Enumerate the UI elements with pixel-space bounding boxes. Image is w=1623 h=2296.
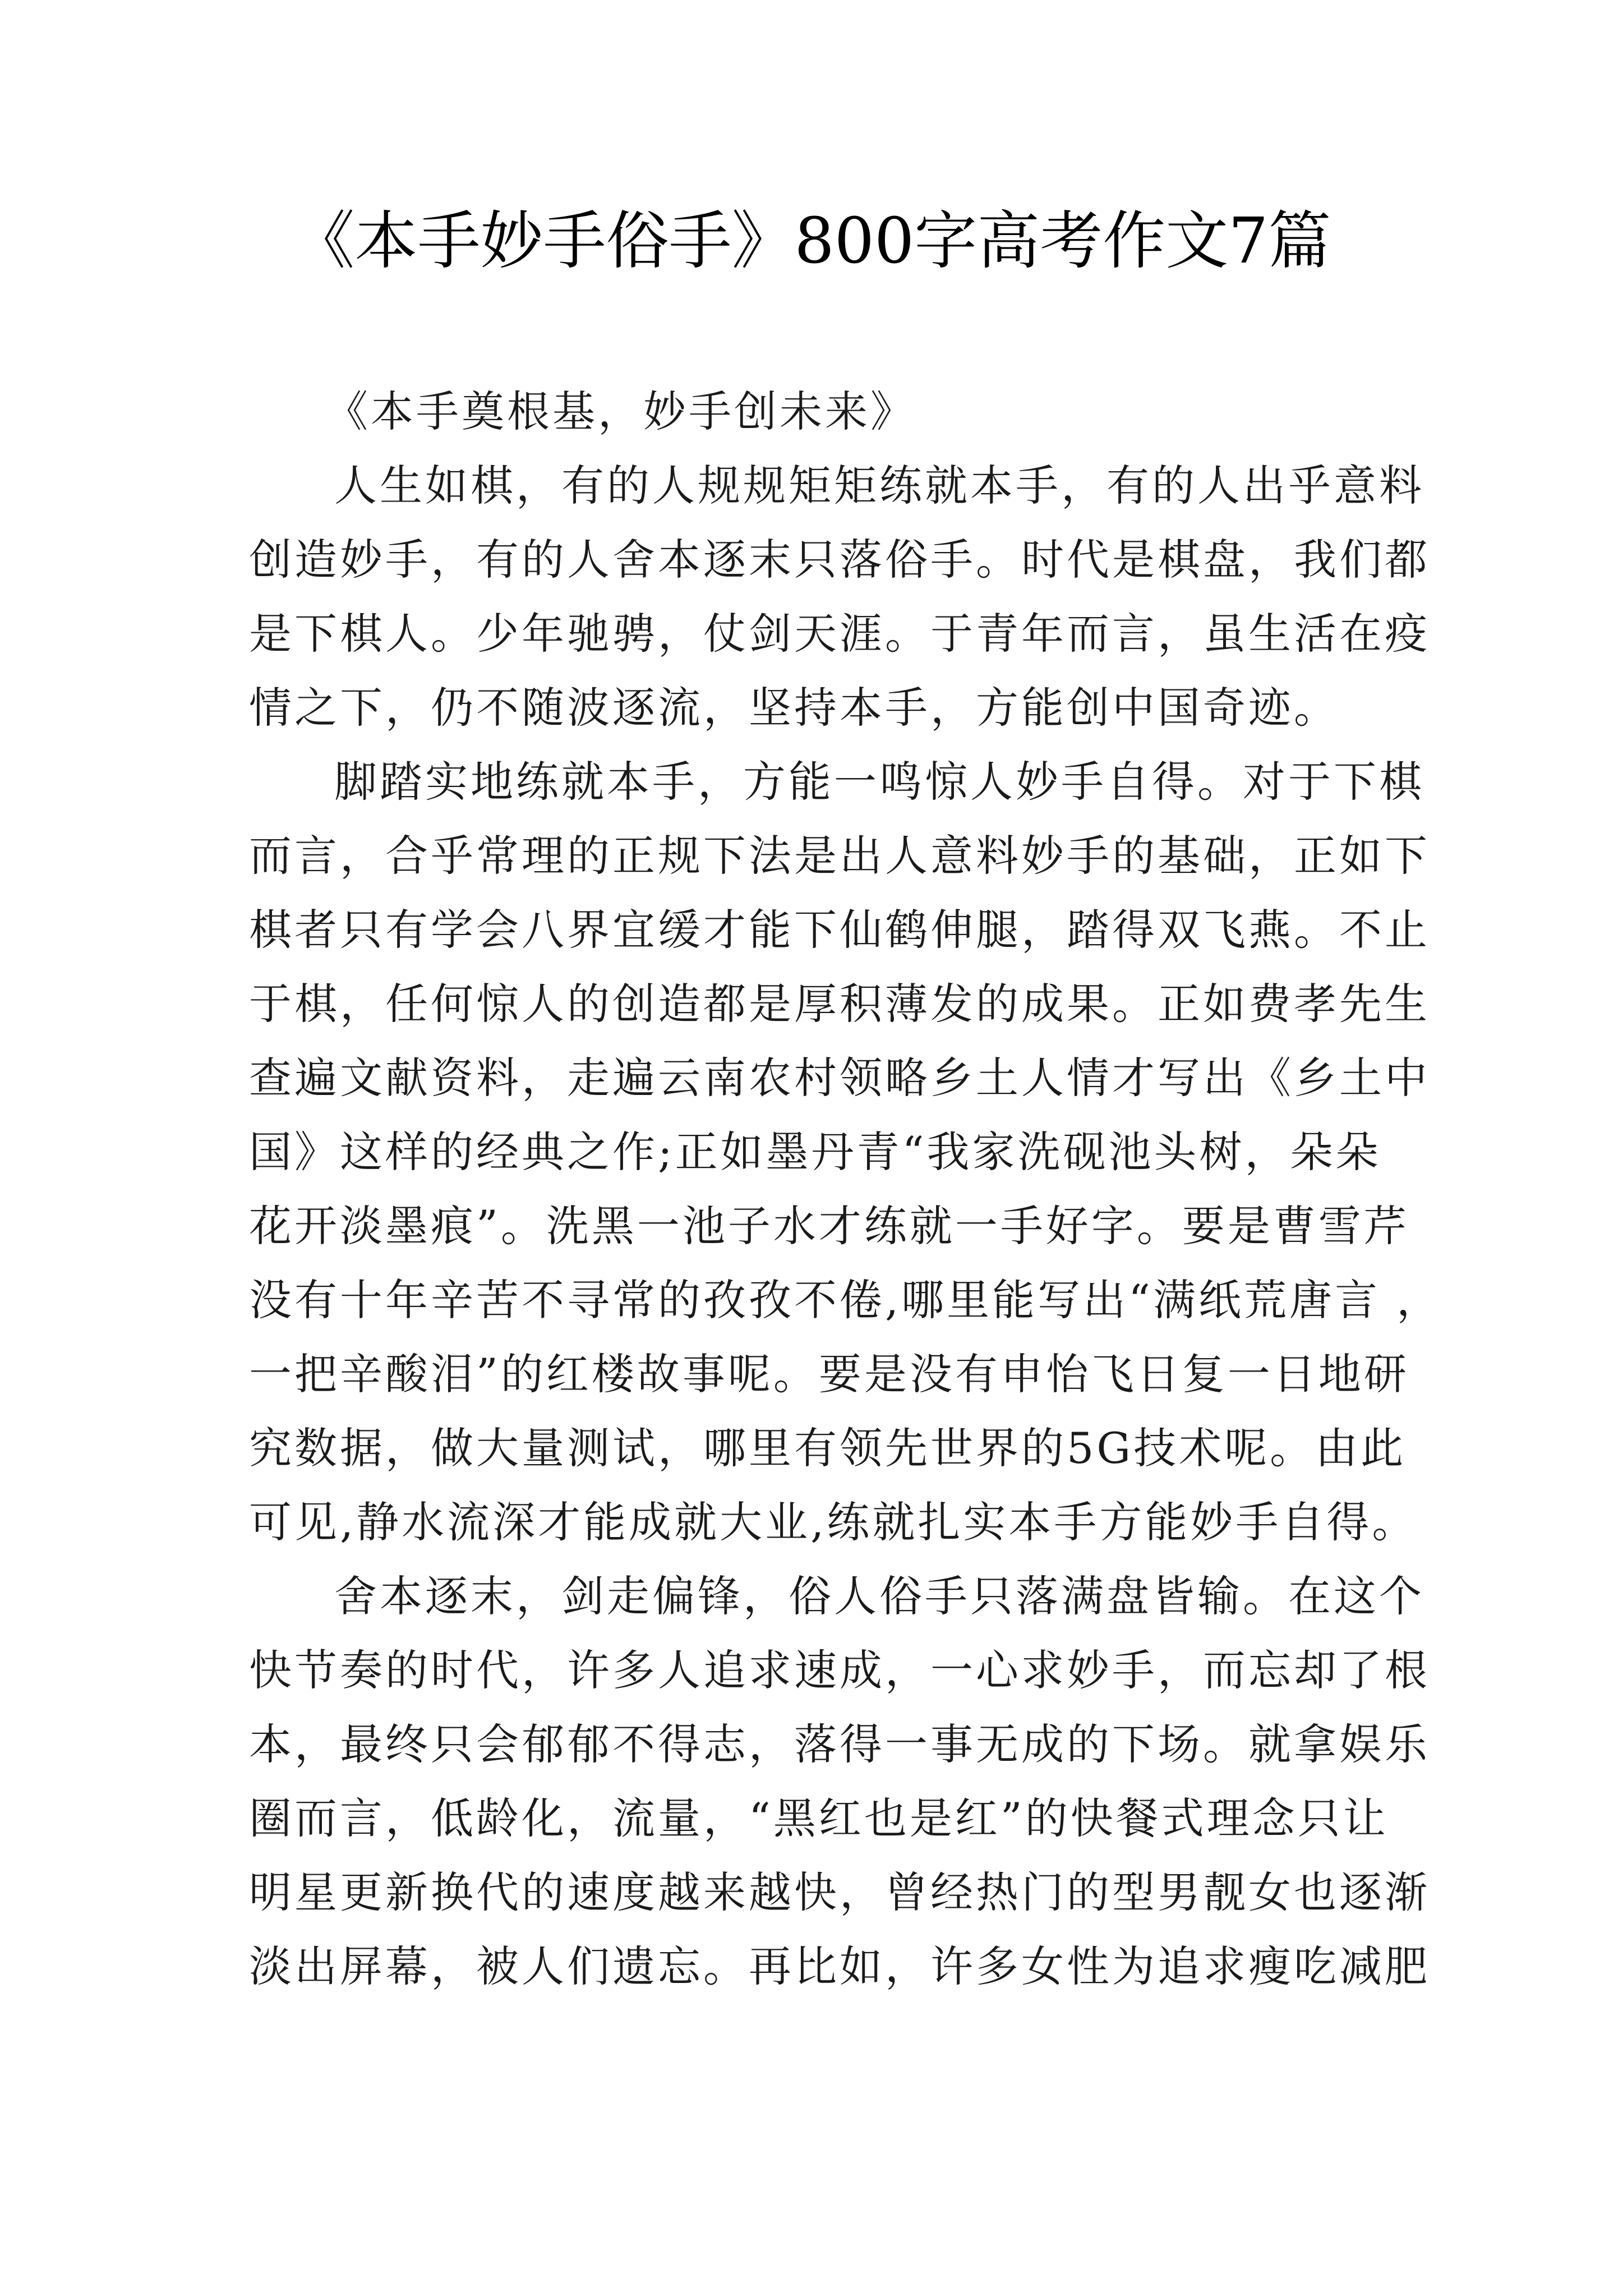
paragraph-line: 没有十年辛苦不寻常的孜孜不倦,哪里能写出“满纸荒唐言 ， xyxy=(249,1275,1442,1325)
paragraph-line: 国》这样的经典之作;正如墨丹青“我家洗砚池头树，朵朵 xyxy=(249,1127,1381,1177)
paragraph-line: 淡出屏幕，被人们遗忘。再比如，许多女性为追求瘦吃减肥 xyxy=(249,1941,1430,1991)
paragraph-line: 明星更新换代的速度越来越快，曾经热门的型男靓女也逐渐 xyxy=(249,1867,1430,1917)
paragraph-line: 是下棋人。少年驰骋，仗剑天涯。于青年而言，虽生活在疫 xyxy=(249,609,1430,659)
paragraph-line: 于棋，任何惊人的创造都是厚积薄发的成果。正如费孝先生 xyxy=(249,979,1430,1029)
document-body xyxy=(249,375,1442,2004)
paragraph-3 xyxy=(249,1559,1430,2004)
essay-subtitle: 《本手奠根基，妙手创未来》 xyxy=(325,386,916,436)
paragraph-line: 快节奏的时代，许多人追求速成，一心求妙手，而忘却了根 xyxy=(249,1645,1430,1695)
paragraph-1 xyxy=(249,449,1430,745)
paragraph-2 xyxy=(249,745,1442,1559)
paragraph-line: 情之下，仍不随波逐流，坚持本手，方能创中国奇迹。 xyxy=(249,683,1339,733)
paragraph-line: 可见,静水流深才能成就大业,练就扎实本手方能妙手自得。 xyxy=(249,1497,1418,1547)
paragraph-line: 棋者只有学会八界宜缓才能下仙鹤伸腿，踏得双飞燕。不止 xyxy=(249,905,1430,955)
paragraph-line: 查遍文献资料，走遍云南农村领略乡土人情才写出《乡土中 xyxy=(249,1053,1430,1103)
paragraph-line: 本，最终只会郁郁不得志，落得一事无成的下场。就拿娱乐 xyxy=(249,1719,1430,1769)
document-title: 《本手妙手俗手》800字高考作文7篇 xyxy=(292,205,1331,278)
paragraph-line: 一把辛酸泪”的红楼故事呢。要是没有申怡飞日复一日地研 xyxy=(249,1349,1409,1399)
paragraph-line: 创造妙手，有的人舍本逐末只落俗手。时代是棋盘，我们都 xyxy=(249,535,1430,585)
paragraph-line: 脚踏实地练就本手，方能一鸣惊人妙手自得。对于下棋 xyxy=(334,757,1424,807)
paragraph-line: 圈而言，低龄化，流量，“黑红也是红”的快餐式理念只让 xyxy=(249,1793,1389,1843)
paragraph-line: 人生如棋，有的人规规矩矩练就本手，有的人出乎意料 xyxy=(334,461,1424,510)
paragraph-line: 而言，合乎常理的正规下法是出人意料妙手的基础，正如下 xyxy=(249,831,1430,881)
paragraph-line: 舍本逐末，剑走偏锋，俗人俗手只落满盘皆输。在这个 xyxy=(334,1571,1424,1621)
paragraph-line: 究数据，做大量测试，哪里有领先世界的5G技术呢。由此 xyxy=(249,1423,1407,1473)
paragraph-line: 花开淡墨痕”。洗黑一池子水才练就一手好字。要是曹雪芹 xyxy=(249,1201,1409,1251)
